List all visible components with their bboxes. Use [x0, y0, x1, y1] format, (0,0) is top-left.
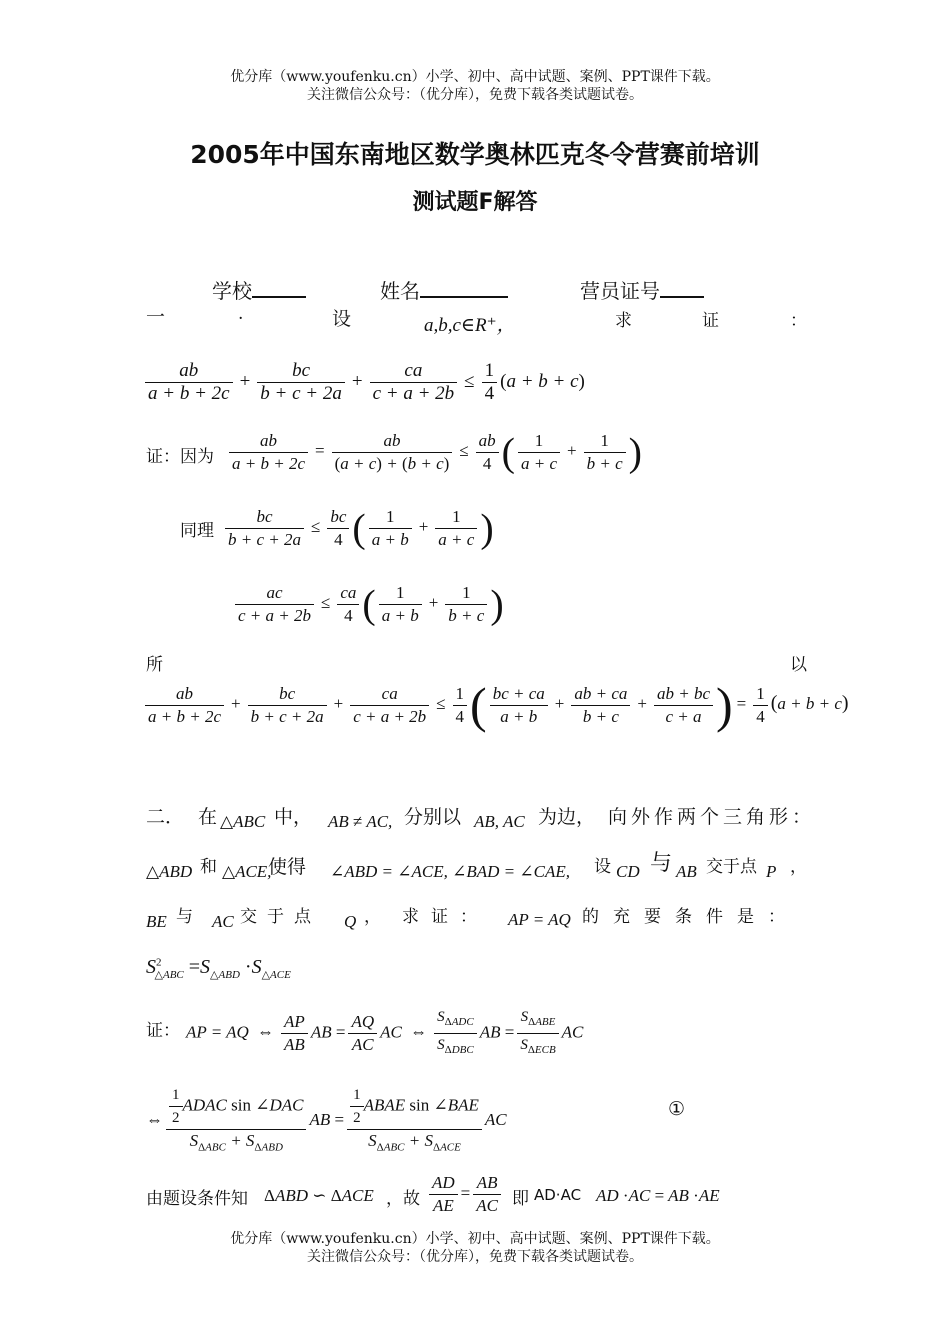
p2-proof-eq1: AP = AQ ⇔ $\frac{AP}{AB}$ AB = $\frac{AQ}{AC}$ AC ⇔ $\frac{S_{\Delta ADC}}{S_{\Delta DBC}}$ AB = $\frac{S_{\Delta ABE}}{S_{\Delta ECB}}$ AC [186, 1006, 583, 1061]
p2-weibian: 为边， [538, 806, 596, 828]
p2-zhong: 中， [274, 806, 313, 828]
p2-product-eq: AD ·AC = AB ·AE [596, 1186, 720, 1205]
p2-zai: 在 [198, 806, 218, 828]
p2-triangle-abd: △ABD [146, 862, 193, 881]
p2-ac: AC [212, 912, 234, 931]
p2-q: Q [344, 912, 357, 931]
p2-proof-label: 证： [146, 1021, 180, 1041]
p1-proof-eq3: $\frac{ac}{c + a + 2b}$ ≤ $\frac{ca}{4}$ ( $\frac{1}{a + b}$ + $\frac{1}{b + c}$ ) [232, 582, 504, 627]
p2-triangle-ace: △ACE, [222, 862, 272, 881]
page-title: 2005年中国东南地区数学奥林匹克冬令营赛前培训 [190, 140, 760, 169]
p2-cd: CD [616, 862, 640, 881]
p2-angle-eq: ∠ABD = ∠ACE, ∠BAD = ∠CAE, [330, 862, 571, 881]
p2-similar: ΔABD ∽ ΔACE [264, 1186, 374, 1205]
p2-ab: AB [676, 862, 697, 881]
p2-ratio: $\frac{AD}{AE}$ = $\frac{AB}{AC}$ [426, 1172, 504, 1217]
p2-yu2: 与 [176, 907, 193, 927]
p2-jiaoyu: 交于点 [706, 857, 757, 877]
p1-label: 一 [146, 306, 166, 328]
p1-she: 设 [332, 308, 352, 330]
p2-gu: ，故 [386, 1189, 420, 1209]
p2-youti: 由题设条件知 [146, 1189, 248, 1209]
p1-dot: . [238, 304, 244, 324]
p2-she: 设 [594, 857, 611, 877]
p2-condition: 的充要条件是： [582, 907, 799, 927]
p1-tongli: 同理 [180, 521, 214, 541]
p1-suo: 所 [146, 655, 163, 675]
p1-inequality: $\frac{ab}{a + b + 2c}$ + $\frac{bc}{b + c + 2a}$ + $\frac{ca}{c + a + 2b}$ ≤ $\frac{1}{4}$ (a + b + c) [142, 360, 585, 405]
p2-proof-eq2: ⇔ $\frac{1}{2}$ ADAC sin ∠DAC $S_{\Delta ABC} + S_{\Delta ABD}$ AB = $\frac{1}{2}$ ABAE sin ∠BAE $S_{\Delta ABC} + S_{\Delta ACE}$ AC [146, 1084, 507, 1158]
p2-comma-2: ， [364, 907, 381, 927]
school-field [212, 275, 306, 304]
p2-jiaoyudian: 交于点 [240, 907, 321, 927]
p2-ab-ne-ac: AB ≠ AC, [328, 812, 393, 831]
id-field [580, 275, 704, 304]
id-blank [660, 278, 704, 298]
school-label: 学校 [212, 279, 252, 303]
p2-comma: ， [790, 857, 807, 877]
p2-shide: 使得 [268, 856, 307, 878]
p1-yi: 以 [790, 655, 807, 675]
header-line-2: 关注微信公众号：（优分库），免费下载各类试题试卷。 [307, 87, 643, 103]
p2-xiangwai: 向外作两个三角形： [608, 806, 816, 828]
name-blank [420, 278, 508, 298]
p1-proof-label: 证：因为 [146, 447, 214, 467]
footer-line-1: 优分库（www.youfenku.cn）小学、初中、高中试题、案例、PPT课件下载。 [230, 1231, 720, 1247]
name-field [380, 275, 508, 304]
p2-area-condition: $S^2_{\triangle ABC} =S_{\triangle ABD} \cdot S_{\triangle ACE}$ [146, 956, 291, 981]
p2-p: P [766, 862, 777, 881]
id-label: 营员证号 [580, 279, 660, 303]
p1-proof-eq1: $\frac{ab}{a + b + 2c}$ = $\frac{ab}{(a + c) + (b + c)}$ ≤ $\frac{ab}{4}$ ( $\frac{1}{a + c}$ + $\frac{1}{b + c}$ ) [226, 430, 642, 475]
p2-qiuzheng: 求证： [402, 907, 489, 927]
p2-yu1: 与 [650, 851, 673, 876]
p1-conclusion: $\frac{ab}{a + b + 2c}$ + $\frac{bc}{b + c + 2a}$ + $\frac{ca}{c + a + 2b}$ ≤ $\frac{1}{4}$ ( $\frac{bc + ca}{a + b}$ + $\frac{ab + ca}{b + c}$ + $\frac{ab + bc}{c + a}$ ) = $\frac{1}{4}$ (a + b + c) [142, 680, 849, 730]
name-label: 姓名 [380, 279, 420, 303]
p1-condition: a,b,c∈R⁺， [424, 315, 516, 336]
header-line-1: 优分库（www.youfenku.cn）小学、初中、高中试题、案例、PPT课件下载。 [230, 69, 720, 85]
page-subtitle: 测试题F解答 [412, 190, 538, 215]
p2-ab-ac: AB, AC [474, 812, 525, 831]
school-blank [252, 278, 306, 298]
p1-colon: ： [790, 311, 807, 331]
p1-proof-eq2: $\frac{bc}{b + c + 2a}$ ≤ $\frac{bc}{4}$ ( $\frac{1}{a + b}$ + $\frac{1}{a + c}$ ) [222, 506, 494, 551]
p2-ap-aq: AP = AQ [508, 910, 571, 929]
p2-triangle-abc: △ABC [220, 812, 266, 831]
p2-circle-1: ① [668, 1098, 686, 1120]
p2-tail: AD·AC [534, 1186, 582, 1204]
p2-ji: 即 [512, 1189, 529, 1209]
p1-qiu: 求 [615, 311, 632, 331]
p2-fenbie: 分别以 [404, 806, 462, 828]
p1-zheng: 证 [702, 311, 719, 331]
p2-he: 和 [200, 857, 217, 877]
p2-be: BE [146, 912, 167, 931]
p2-label: 二． [146, 806, 185, 828]
footer-line-2: 关注微信公众号：（优分库），免费下载各类试题试卷。 [307, 1249, 643, 1265]
